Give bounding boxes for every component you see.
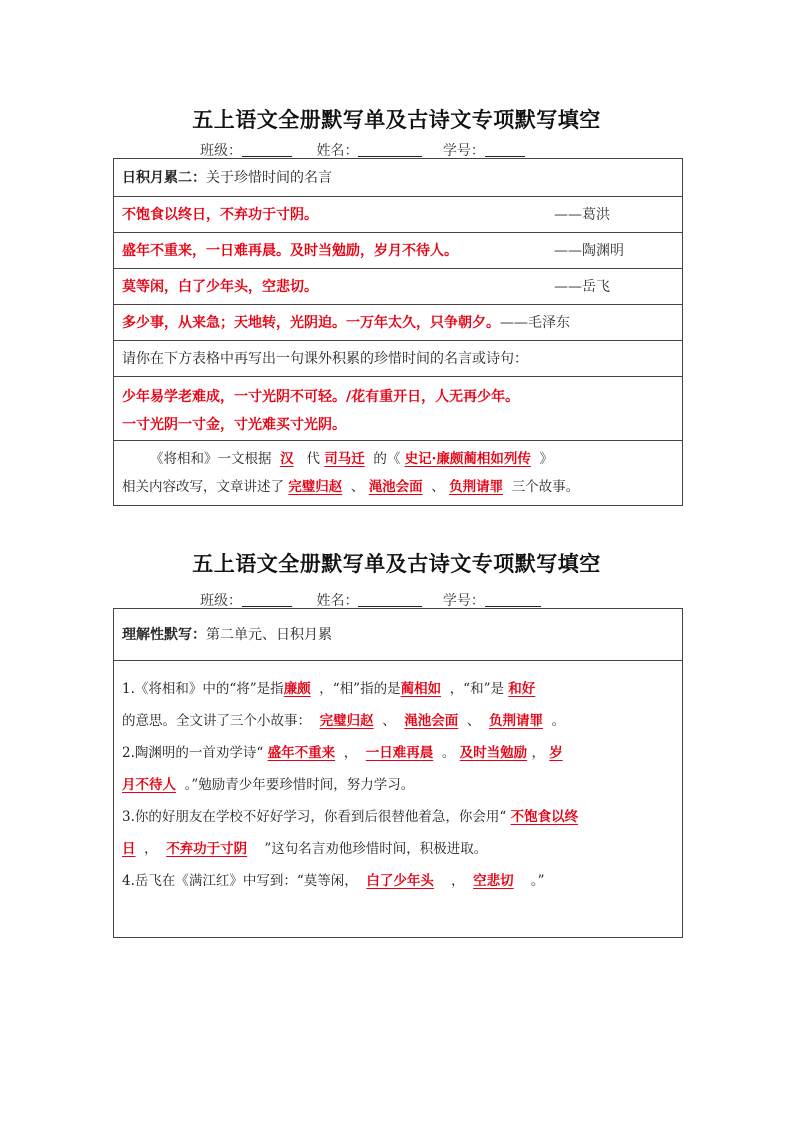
name-label: 姓名： — [316, 593, 359, 609]
fill-blank: 渑池会面 — [404, 713, 459, 729]
question-text: ”这句名言劝他珍惜时间，积极进取。 — [264, 841, 488, 857]
paragraph-text: 的《 — [373, 451, 401, 467]
question-line — [122, 865, 676, 897]
quote-row — [114, 197, 682, 233]
fill-blank: 岁 — [549, 745, 563, 761]
quote-text: 盛年不重来，一日难再晨。及时当勉励，岁月不待人。 — [122, 243, 458, 259]
quote-author: ——岳飞 — [554, 279, 610, 295]
separator: 、 — [431, 479, 445, 495]
question-line — [122, 769, 676, 801]
quote-text: 多少事，从来急；天地转，光阴迫。一万年太久，只争朝夕。 — [122, 315, 500, 331]
fill-blank: 月不待人 — [122, 777, 176, 793]
name-field[interactable] — [358, 592, 422, 607]
worksheet-table-2 — [113, 608, 683, 938]
prompt-text: 请你在下方表格中再写出一句课外积累的珍惜时间的名言或诗句： — [122, 351, 528, 367]
question-text: 3.你的好朋友在学校不好好学习，你看到后很替他着急，你会用“ — [122, 809, 507, 825]
separator: 、 — [350, 479, 365, 495]
answer-line: 一寸光阴一寸金，寸光难买寸光阴。 — [122, 417, 346, 433]
fill-blank: 空悲切 — [473, 873, 514, 889]
fill-blank-story: 渑池会面 — [368, 479, 423, 495]
class-field[interactable] — [242, 142, 292, 157]
fill-blank: 一日难再晨 — [365, 745, 434, 761]
worksheet-table-1 — [113, 158, 683, 506]
question-text: 。 — [551, 713, 566, 729]
prompt-row — [114, 341, 682, 377]
separator: 、 — [466, 713, 481, 729]
paragraph-line — [122, 445, 676, 473]
fill-blank: 负荆请罪 — [488, 713, 543, 729]
fill-blank-story: 负荆请罪 — [449, 479, 504, 495]
fill-blank: 不弃功于寸阴 — [166, 841, 248, 857]
paragraph-text: 》 — [539, 451, 553, 467]
quote-row — [114, 269, 682, 305]
question-text: 。”勉励青少年要珍惜时间，努力学习。 — [184, 777, 415, 793]
fill-blank: 及时当勉励 — [459, 745, 528, 761]
page-title: 五上语文全册默写单及古诗文专项默写填空 — [192, 107, 601, 132]
separator: ， — [343, 745, 358, 761]
question-text: 4.岳飞在《满江红》中写到：“莫等闲， — [122, 873, 358, 889]
separator: 。 — [441, 745, 456, 761]
student-info-row — [200, 590, 541, 610]
question-line — [122, 833, 676, 865]
id-label: 学号： — [442, 593, 485, 609]
fill-blank: 完璧归赵 — [319, 713, 374, 729]
question-text: 2.陶渊明的一首劝学诗“ — [122, 745, 264, 761]
section-subheading: 第二单元、日积月累 — [206, 627, 332, 643]
answer-line: 少年易学老难成，一寸光阴不可轻。/花有重开日，人无再少年。 — [122, 389, 520, 405]
table-header-row — [114, 609, 682, 661]
question-text: ，“和”是 — [449, 681, 504, 697]
separator: ， — [451, 873, 465, 889]
fill-blank-author: 司马迁 — [324, 451, 365, 467]
separator: ， — [144, 841, 158, 857]
fill-blank: 蔺相如 — [400, 681, 442, 697]
paragraph-text: 《将相和》一文根据 — [150, 451, 272, 467]
fill-blank: 不饱食以终 — [510, 809, 579, 825]
class-label: 班级： — [200, 593, 242, 609]
fill-blank-source: 史记·廉颇蔺相如列传 — [404, 451, 531, 467]
student-info-row — [200, 140, 525, 160]
section-heading: 日积月累二： — [122, 170, 206, 186]
quote-text: 莫等闲，白了少年头，空悲切。 — [122, 279, 318, 295]
paragraph-row — [114, 441, 682, 505]
question-line — [122, 705, 676, 737]
section-heading: 理解性默写： — [122, 627, 206, 643]
fill-blank-dynasty: 汉 — [280, 451, 294, 467]
quote-row — [114, 233, 682, 269]
question-line — [122, 801, 676, 833]
quote-row — [114, 305, 682, 341]
question-text: 的意思。全文讲了三个小故事： — [122, 713, 311, 729]
separator: 、 — [382, 713, 396, 729]
question-text: 1.《将相和》中的“将”是指 — [122, 681, 284, 697]
question-line — [122, 737, 676, 769]
paragraph-text: 代 — [306, 451, 320, 467]
fill-blank: 盛年不重来 — [267, 745, 336, 761]
paragraph-text: 相关内容改写，文章讲述了 — [122, 479, 284, 495]
quote-author: ——葛洪 — [554, 207, 610, 223]
id-label: 学号： — [442, 143, 485, 159]
table-header-row — [114, 159, 682, 197]
page-title: 五上语文全册默写单及古诗文专项默写填空 — [192, 551, 601, 576]
quote-author: ——陶渊明 — [554, 243, 624, 259]
quote-text: 不饱食以终日，不弃功于寸阴。 — [122, 207, 318, 223]
class-field[interactable] — [242, 592, 292, 607]
class-label: 班级： — [200, 143, 242, 159]
question-line — [122, 673, 676, 705]
name-field[interactable] — [358, 142, 422, 157]
answer-row[interactable] — [114, 377, 682, 441]
name-label: 姓名： — [316, 143, 359, 159]
section-subheading: 关于珍惜时间的名言 — [206, 170, 332, 186]
fill-blank: 日 — [122, 841, 136, 857]
question-text: ，“相”指的是 — [319, 681, 401, 697]
separator: ， — [531, 745, 545, 761]
id-field[interactable] — [485, 592, 541, 607]
fill-blank: 廉颇 — [283, 681, 311, 697]
paragraph-text: 三个故事。 — [511, 479, 580, 495]
id-field[interactable] — [485, 142, 525, 157]
fill-blank-story: 完璧归赵 — [288, 479, 343, 495]
quote-author: ——毛泽东 — [500, 315, 570, 331]
question-text: 。” — [530, 873, 545, 889]
fill-blank: 和好 — [508, 681, 536, 697]
paragraph-line — [122, 473, 676, 501]
fill-blank: 白了少年头 — [366, 873, 434, 889]
questions-area — [114, 661, 682, 937]
